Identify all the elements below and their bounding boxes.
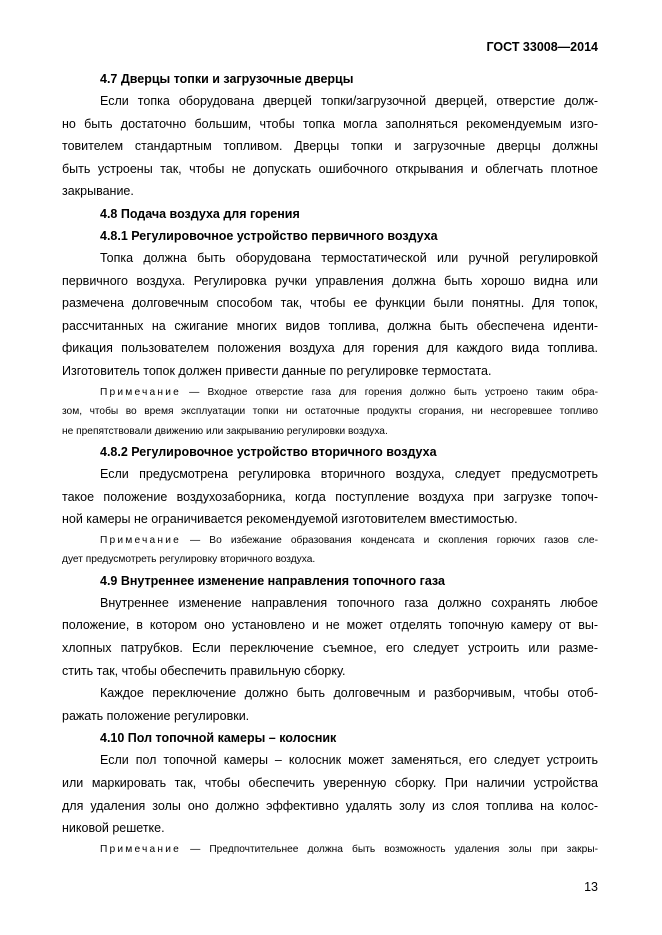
text-line: Если предусмотрена регулировка вторичного воздуха, следует предусмотреть (100, 467, 598, 482)
section-heading-4-10: 4.10 Пол топочной камеры – колосник (100, 731, 337, 746)
text-line: положение, в котором оно установлено и не может отделять топочную камеру от вы- (62, 618, 598, 633)
page-number: 13 (584, 880, 598, 894)
text-line: Топка должна быть оборудована термостатической или ручной регулировкой (100, 250, 598, 265)
section-4-7-paragraph (62, 90, 598, 203)
note-text: — Предпочтительнее должна быть возможность удаления золы при закры- (190, 843, 598, 855)
note-label: Примечание (100, 534, 181, 546)
text-line: или маркировать так, чтобы обеспечить уверенную сборку. При наличии устройства (62, 775, 598, 790)
text-line: ражать положение регулировки. (62, 708, 250, 723)
text-line: Если топка оборудована дверцей топки/загрузочной дверцей, отверстие долж- (100, 94, 598, 108)
text-line: товителем стандартным топливом. Дверцы топки и загрузочные дверцы должны (62, 139, 598, 154)
text-line: такое положение воздухозаборника, когда поступление воздуха при загрузке топоч- (62, 489, 598, 504)
note-line (62, 531, 598, 551)
text-line: ной камеры не ограничивается рекомендуемой изготовителем вместимостью. (62, 512, 518, 527)
text-line: Если пол топочной камеры – колосник может заменяться, его следует устроить (100, 753, 598, 768)
text-line: фикация пользователем положения воздуха для горения для каждого вида топлива. (62, 341, 598, 356)
text-line: хлопных патрубков. Если переключение съемное, его следует устроить или разме- (62, 641, 598, 655)
text-line: быть устроены так, чтобы не допускать ошибочного открывания и облегчать плотное (62, 161, 598, 176)
section-heading-4-8-2: 4.8.2 Регулировочное устройство вторичного воздуха (100, 445, 437, 460)
note-line (62, 383, 598, 403)
text-line: рассчитанных на сжигание многих видов топлива, должна быть обеспечена иденти- (62, 318, 598, 333)
note-4-10 (62, 840, 598, 860)
section-4-9-paragraph (62, 592, 598, 682)
note-line: не препятствовали движению или закрыванию регулировки воздуха. (62, 425, 388, 437)
section-4-8-1-paragraph (62, 247, 598, 383)
section-heading-4-8-1: 4.8.1 Регулировочное устройство первичного воздуха (100, 228, 438, 243)
text-line: никовой решетке. (62, 821, 165, 836)
section-heading-4-8: 4.8 Подача воздуха для горения (100, 206, 300, 221)
text-line: стить так, чтобы обеспечить правильную сборку. (62, 663, 346, 678)
text-line: первичного воздуха. Регулировка ручки управления должна быть хорошо видна или (62, 273, 598, 288)
section-heading-4-9: 4.9 Внутреннее изменение направления топочного газа (100, 573, 445, 588)
note-line: зом, чтобы во время эксплуатации топки ни остаточные продукты сгорания, ни несгоревшее топливо (62, 406, 598, 418)
note-line: дует предусмотреть регулировку вторичного воздуха. (62, 554, 316, 566)
section-heading-4-7: 4.7 Дверцы топки и загрузочные дверцы (100, 72, 354, 86)
note-4-8-2 (62, 531, 598, 570)
note-text: — Во избежание образования конденсата и скопления горючих газов сле- (190, 534, 598, 546)
text-line: размечена долговечным способом так, чтобы ее функции были понятны. Для топок, (62, 296, 598, 311)
section-4-8-2-paragraph (62, 463, 598, 531)
note-line (62, 840, 598, 860)
text-line: для удаления золы оно должно эффективно удалять золу из слоя топлива на колос- (62, 798, 598, 813)
section-4-10-paragraph (62, 749, 598, 839)
text-line: Изготовитель топок должен привести данные по регулировке термостата. (62, 363, 492, 378)
note-label: Примечание (100, 386, 181, 398)
note-text: — Входное отверстие газа для горения должно быть устроено таким обра- (189, 386, 598, 398)
note-4-8-1 (62, 383, 598, 442)
section-4-9-paragraph-2 (62, 682, 598, 727)
standard-designation: ГОСТ 33008—2014 (486, 40, 598, 54)
text-line: закрывание. (62, 184, 134, 199)
text-line: Каждое переключение должно быть долговечным и разборчивым, чтобы отоб- (100, 686, 598, 701)
note-label: Примечание (100, 843, 181, 855)
page-content (62, 68, 598, 859)
text-line: Внутреннее изменение направления топочного газа должно сохранять любое (100, 595, 598, 610)
text-line: но быть достаточно большим, чтобы топка могла заполняться рекомендуемым изго- (62, 116, 598, 131)
